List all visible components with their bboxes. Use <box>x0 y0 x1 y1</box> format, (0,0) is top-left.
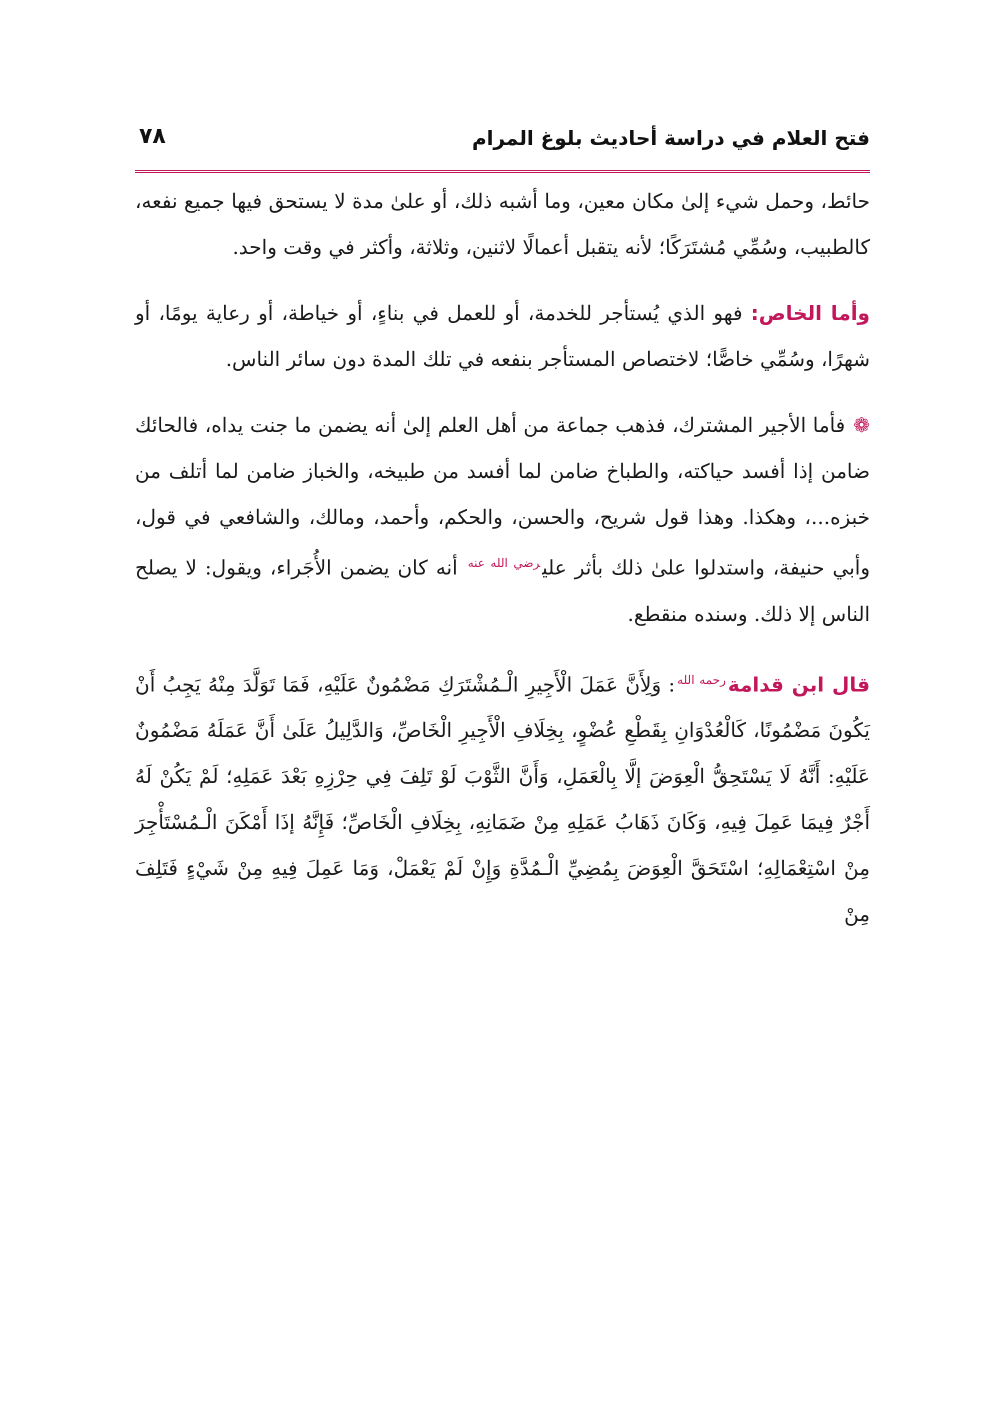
honorific-mark: رحمه الله <box>677 672 726 687</box>
page-number: ٧٨ <box>139 124 166 149</box>
paragraph <box>135 657 870 938</box>
running-title: فتح العلام في دراسة أحاديث بلوغ المرام <box>471 126 870 150</box>
quoted-text: وَلِأَنَّ عَمَلَ الْأَجِيرِ الْـمُشْتَرَكِ مَضْمُونٌ عَلَيْهِ، فَمَا تَوَلَّدَ مِنْهُ يَجِبُ أَنْ يَكُونَ مَضْمُونًا، كَالْعُدْوَانِ بِقَطْعِ عُضْوٍ، بِخِلَافِ الْأَجِيرِ الْخَاصِّ، وَالدَّلِيلُ عَلَىٰ أَنَّ عَمَلَهُ مَضْمُونٌ عَلَيْهِ: أَنَّهُ لَا يَسْتَحِقُّ الْعِوَضَ إلَّا بِالْعَمَلِ، وَأَنَّ الثَّوْبَ لَوْ تَلِفَ فِي حِرْزِهِ بَعْدَ عَمَلِهِ؛ لَمْ يَكُنْ لَهُ أَجْرٌ فِيمَا عَمِلَ فِيهِ، وَكَانَ ذَهَابُ عَمَلِهِ مِنْ ضَمَانِهِ، بِخِلَافِ الْخَاصِّ؛ فَإِنَّهُ إذَا أَمْكَنَ الْـمُسْتَأْجِرَ مِنْ اسْتِعْمَالِهِ؛ اسْتَحَقَّ الْعِوَضَ بِمُضِيِّ الْـمُدَّةِ وَإِنْ لَمْ يَعْمَلْ، وَمَا عَمِلَ فِيهِ مِنْ شَيْءٍ فَتَلِفَ مِنْ <box>135 672 870 927</box>
flower-bullet-icon: ❁ <box>853 413 870 437</box>
paragraph <box>135 290 870 382</box>
page-body <box>135 178 870 957</box>
paragraph-text: حائط، وحمل شيء إلىٰ مكان معين، وما أشبه ذلك، أو علىٰ مدة لا يستحق فيها جميع نفعه، كالطبيب، وسُمِّي مُشتَرَكًا؛ لأنه يتقبل أعمالًا لاثنين، وثلاثة، وأكثر في وقت واحد. <box>135 189 870 259</box>
honorific-mark: رضي الله عنه <box>467 556 541 570</box>
paragraph-text: فأما الأجير المشترك، فذهب جماعة من أهل العلم إلىٰ أنه يضمن ما جنت يداه، فالحائك ضامن إذا أفسد حياكته، والطباخ ضامن لما أفسد من طبيخه، والخباز ضامن لما أتلف من خبزه...، وهكذا. وهذا قول شريح، والحسن، والحكم، وأحمد، ومالك، والشافعي في قول، وأبي حنيفة، واستدلوا علىٰ ذلك بأثر علي <box>135 413 871 580</box>
paragraph <box>135 178 870 270</box>
header-divider <box>135 170 870 173</box>
paragraph <box>135 402 870 637</box>
paragraph-text: فهو الذي يُستأجر للخدمة، أو للعمل في بناءٍ، أو خياطة، أو رعاية يومًا، أو شهرًا، وسُمِّي خاصًّا؛ لاختصاص المستأجر بنفعه في تلك المدة دون سائر الناس. <box>135 301 870 371</box>
page <box>135 122 871 927</box>
section-lead: وأما الخاص: <box>750 301 870 325</box>
quote-attribution: قال ابن قدامة <box>727 672 871 697</box>
paragraph-text: أنه كان يضمن الأُجَراء، ويقول: لا يصلح الناس إلا ذلك. وسنده منقطع. <box>135 555 870 626</box>
attribution-colon: : <box>668 672 676 697</box>
page-header <box>135 122 870 166</box>
